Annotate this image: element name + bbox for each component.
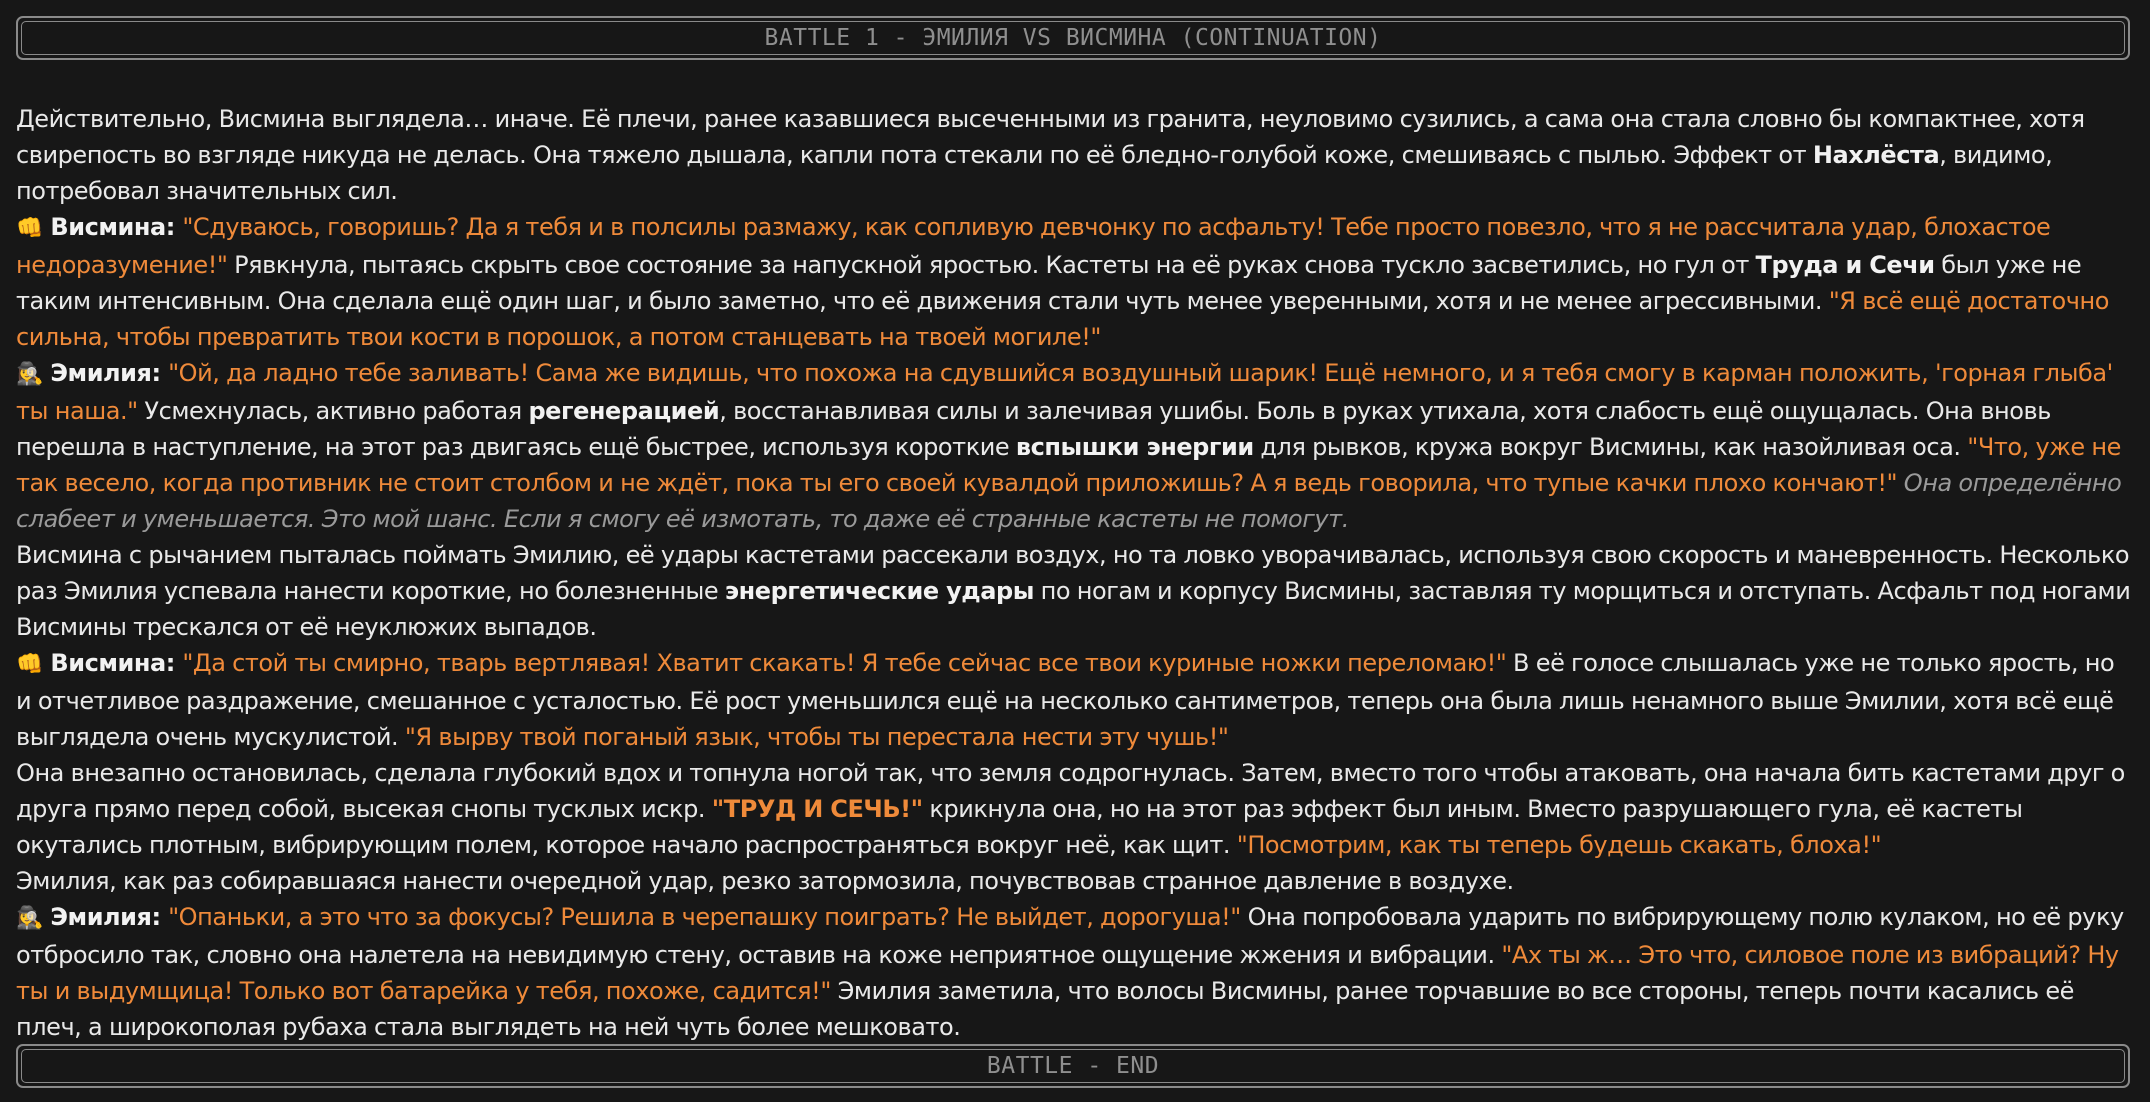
speaker-name: Эмилия: (42, 903, 169, 931)
dialogue-quote: "Да стой ты смирно, тварь вертлявая! Хватит скакать! Я тебе сейчас все твои куриные ножки переломаю!" (182, 649, 1507, 677)
battle-header (16, 16, 2130, 60)
story-paragraph (16, 537, 2132, 645)
narration-text: Эмилия, как раз собиравшаяся нанести очередной удар, резко затормозила, почувствовав странное давление в воздухе. (16, 867, 1514, 895)
story-paragraph (16, 645, 2132, 755)
story-paragraph (16, 355, 2132, 537)
speaker-name: Висмина: (42, 649, 183, 677)
speaker-icon: 🕵️‍♀️ (16, 906, 43, 931)
dialogue-quote: "Ах ты ж… Это что, силовое поле из вибраций? Ну ты и выдумщица! Только вот батарейка у тебя, похоже, садится!" (16, 941, 2119, 1005)
narration-text: крикнула она, но на этот раз эффект был иным. Вместо разрушающего гула, её кастеты окутались плотным, вибрирующим полем, которое начало распространяться вокруг неё, как щит. (16, 795, 2023, 859)
narration-text: Действительно, Висмина выглядела… иначе. Её плечи, ранее казавшиеся высеченными из гранита, неуловимо сузились, а сама она стала словно бы компактнее, хотя свирепость во взгляде никуда не делась. Она тяжело дышала, капли пота стекали по её бледно-голубой коже, смешиваясь с пылью. Эффект от (16, 105, 2085, 169)
narration-text: для рывков, кружа вокруг Висмины, как назойливая оса. (1253, 433, 1968, 461)
narration-text: Висмина с рычанием пыталась поймать Эмилию, её удары кастетами рассекали воздух, но та ловко уворачивалась, используя свою скорость и маневренность. Несколько раз Эмилия успевала нанести короткие, но болезненные (16, 541, 2130, 605)
battle-footer-title: BATTLE - END (986, 1053, 1160, 1079)
dialogue-quote: "Ой, да ладно тебе заливать! Сама же видишь, что похожа на сдувшийся воздушный шарик! Ещё немного, и я тебя смогу в карман положить, 'горная глыба' ты наша." (16, 359, 2113, 425)
emphasis-text: Нахлёста (1812, 141, 1940, 169)
shouted-quote: "ТРУД И СЕЧЬ!" (711, 795, 923, 823)
dialogue-quote: "Сдуваюсь, говоришь? Да я тебя и в полсилы размажу, как сопливую девчонку по асфальту! Тебе просто повезло, что я не рассчитала удар, блохастое недоразумение!" (16, 213, 2051, 279)
inner-thought: Она определённо слабеет и уменьшается. Это мой шанс. Если я смогу её измотать, то даже её странные кастеты не помогут. (16, 469, 2122, 533)
narration-text: В её голосе слышалась уже не только ярость, но и отчетливое раздражение, смешанное с усталостью. Её рост уменьшился ещё на несколько сантиметров, теперь она была лишь ненамного выше Эмилии, хотя всё ещё выглядела очень мускулистой. (16, 649, 2115, 751)
narration-text: был уже не таким интенсивным. Она сделала ещё один шаг, и было заметно, что её движения стали чуть менее уверенными, хотя и не менее агрессивными. (16, 251, 2082, 315)
narration-text: , восстанавливая силы и залечивая ушибы. Боль в руках утихала, хотя слабость ещё ощущалась. Она вновь перешла в наступление, на этот раз двигаясь ещё быстрее, используя короткие (16, 397, 2051, 461)
narration-text: по ногам и корпусу Висмины, заставляя ту морщиться и отступать. Асфальт под ногами Висмины трескался от её неуклюжих выпадов. (16, 577, 2131, 641)
story-paragraph (16, 755, 2132, 863)
dialogue-quote: "Что, уже не так весело, когда противник не стоит столбом и не ждёт, пока ты его своей кувалдой приложишь? А я ведь говорила, что тупые качки плохо кончают!" (16, 433, 2121, 497)
emphasis-text: Труда и Сечи (1755, 251, 1935, 279)
speaker-icon: 🕵️‍♀️ (16, 362, 43, 387)
speaker-name: Эмилия: (42, 359, 169, 387)
battle-footer (16, 1044, 2130, 1088)
dialogue-quote: "Посмотрим, как ты теперь будешь скакать, блоха!" (1236, 831, 1882, 859)
story-paragraph (16, 899, 2132, 1045)
speaker-icon: 👊 (16, 216, 43, 241)
battle-header-title: BATTLE 1 - ЭМИЛИЯ VS ВИСМИНА (CONTINUATION) (764, 25, 1382, 51)
story-paragraph (16, 209, 2132, 355)
emphasis-text: вспышки энергии (1015, 433, 1254, 461)
dialogue-quote: "Я всё ещё достаточно сильна, чтобы превратить твои кости в порошок, а потом станцевать на твоей могиле!" (16, 287, 2109, 351)
dialogue-quote: "Я вырву твой поганый язык, чтобы ты перестала нести эту чушь!" (404, 723, 1229, 751)
narration-text: Она попробовала ударить по вибрирующему полю кулаком, но её руку отбросило так, словно она налетела на невидимую стену, оставив на коже неприятное ощущение жжения и вибрации. (16, 903, 2124, 969)
narration-text: Она внезапно остановилась, сделала глубокий вдох и топнула ногой так, что земля содрогнулась. Затем, вместо того чтобы атаковать, она начала бить кастетами друг о друга прямо перед собой, высекая снопы тусклых искр. (16, 759, 2125, 823)
story-text (16, 101, 2132, 1045)
story-paragraph (16, 863, 2132, 899)
dialogue-quote: "Опаньки, а это что за фокусы? Решила в черепашку поиграть? Не выйдет, дорогуша!" (168, 903, 1241, 931)
emphasis-text: регенерацией (528, 397, 720, 425)
speaker-name: Висмина: (42, 213, 183, 241)
narration-text: , видимо, потребовал значительных сил. (16, 141, 2053, 205)
story-paragraph (16, 101, 2132, 209)
speaker-icon: 👊 (16, 652, 43, 677)
narration-text: Рявкнула, пытаясь скрыть свое состояние за напускной яростью. Кастеты на её руках снова тускло засветились, но гул от (227, 251, 1756, 279)
narration-text: Усмехнулась, активно работая (137, 397, 529, 425)
emphasis-text: энергетические удары (724, 577, 1034, 605)
narration-text: Эмилия заметила, что волосы Висмины, ранее торчавшие во все стороны, теперь почти касались её плеч, а широкополая рубаха стала выглядеть на ней чуть более мешковато. (16, 977, 2074, 1041)
